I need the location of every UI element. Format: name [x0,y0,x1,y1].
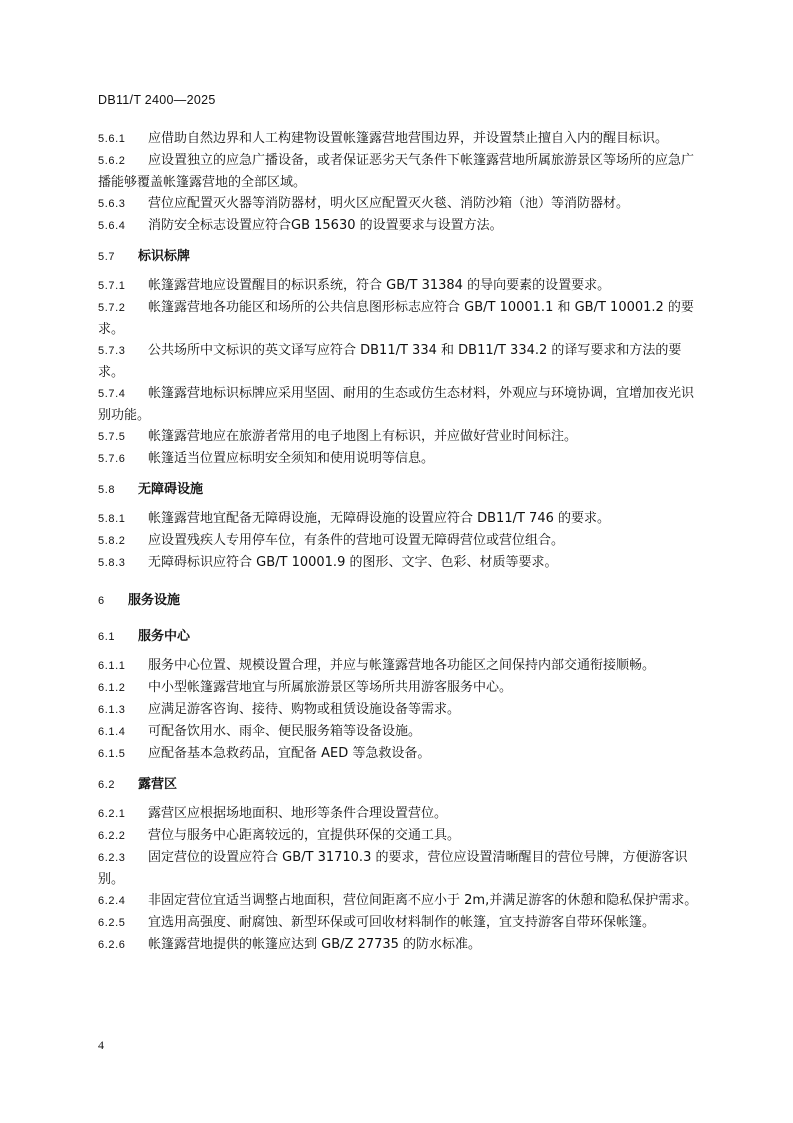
clause-number: 5.7.1 [98,280,126,292]
heading-title: 标识标牌 [138,249,191,264]
clause-number: 5.7.4 [98,388,126,400]
clause-text: 中小型帐篷露营地宜与所属旅游景区等场所共用游客服务中心。 [148,680,513,695]
clause-6-2-5 [98,912,700,934]
clause-text: 服务中心位置、规模设置合理，并应与帐篷露营地各功能区之间保持内部交通衔接顺畅。 [148,658,656,673]
clause-text: 露营区应根据场地面积、地形等条件合理设置营位。 [148,806,448,821]
clause-text: 无障碍标识应符合 GB/T 10001.9 的图形、文字、色彩、材质等要求。 [148,555,558,570]
section-heading-6 [98,590,700,612]
clause-text: 公共场所中文标识的英文译写应符合 DB11/T 334 和 DB11/T 334.2 的译写要求和方法的要求。 [98,343,682,380]
clause-5-7-4 [98,383,700,426]
clause-number: 5.6.1 [98,133,126,145]
clause-5-8-3 [98,552,700,574]
clause-number: 6.1 [98,631,116,643]
clause-number: 5.7.2 [98,302,126,314]
clause-5-6-4 [98,215,700,237]
document-body [98,128,700,956]
clause-text: 帐篷露营地各功能区和场所的公共信息图形标志应符合 GB/T 10001.1 和 GB/T 10001.2 的要求。 [98,300,694,337]
clause-5-7-3 [98,340,700,383]
clause-number: 5.8.3 [98,557,126,569]
clause-number: 6.1.2 [98,682,126,694]
clause-5-8-2 [98,530,700,552]
clause-number: 5.8.1 [98,513,126,525]
clause-text: 宜选用高强度、耐腐蚀、新型环保或可回收材料制作的帐篷，宜支持游客自带环保帐篷。 [148,915,656,930]
clause-6-1-2 [98,677,700,699]
clause-text: 应借助自然边界和人工构建物设置帐篷露营地营围边界，并设置禁止擅自入内的醒目标识。 [148,131,669,146]
clause-number: 6.1.5 [98,748,126,760]
clause-5-7-2 [98,297,700,340]
clause-number: 6.1.1 [98,660,126,672]
heading-title: 露营区 [138,777,178,792]
clause-number: 5.6.4 [98,220,126,232]
clause-6-2-2 [98,825,700,847]
page-number: 4 [98,1038,104,1052]
clause-number: 6.1.3 [98,704,126,716]
clause-number: 5.6.2 [98,155,126,167]
clause-number: 5.6.3 [98,198,126,210]
section-heading-5-8 [98,479,700,501]
clause-6-2-1 [98,803,700,825]
clause-5-6-2 [98,150,700,193]
clause-5-7-6 [98,448,700,470]
clause-text: 帐篷露营地标识标牌应采用坚固、耐用的生态或仿生态材料，外观应与环境协调，宜增加夜光识别功能。 [98,386,695,423]
clause-number: 5.7 [98,251,116,263]
clause-number: 6.2.2 [98,830,126,842]
clause-6-1-3 [98,699,700,721]
clause-number: 6.2.3 [98,852,126,864]
clause-number: 6.2.6 [98,939,126,951]
clause-number: 6.2.1 [98,808,126,820]
section-heading-6-1 [98,626,700,648]
clause-text: 消防安全标志设置应符合GB 15630 的设置要求与设置方法。 [148,218,503,233]
clause-6-2-4 [98,890,700,912]
clause-5-6-3 [98,193,700,215]
heading-title: 服务中心 [138,629,191,644]
clause-text: 帐篷露营地应设置醒目的标识系统，符合 GB/T 31384 的导向要素的设置要求。 [148,278,611,293]
clause-number: 5.7.5 [98,431,126,443]
clause-text: 帐篷适当位置应标明安全须知和使用说明等信息。 [148,451,435,466]
clause-6-2-3 [98,847,700,890]
clause-number: 6.2.4 [98,895,126,907]
clause-text: 帐篷露营地宜配备无障碍设施，无障碍设施的设置应符合 DB11/T 746 的要求。 [148,511,611,526]
clause-number: 5.8.2 [98,535,126,547]
clause-number: 6.1.4 [98,726,126,738]
clause-text: 固定营位的设置应符合 GB/T 31710.3 的要求，营位应设置清晰醒目的营位号牌，方便游客识别。 [98,850,688,887]
document-code-header: DB11/T 2400—2025 [98,93,216,107]
clause-6-1-1 [98,655,700,677]
clause-6-1-4 [98,721,700,743]
heading-title: 无障碍设施 [138,482,204,497]
clause-5-7-1 [98,275,700,297]
clause-text: 应满足游客咨询、接待、购物或租赁设施设备等需求。 [148,702,461,717]
clause-number: 6.2.5 [98,917,126,929]
clause-text: 非固定营位宜适当调整占地面积，营位间距离不应小于 2m,并满足游客的休憩和隐私保护需求。 [148,893,698,908]
clause-number: 5.7.3 [98,345,126,357]
clause-text: 营位应配置灭火器等消防器材，明火区应配置灭火毯、消防沙箱（池）等消防器材。 [148,196,630,211]
clause-text: 可配备饮用水、雨伞、便民服务箱等设备设施。 [148,724,422,739]
clause-number: 6.2 [98,779,116,791]
clause-text: 营位与服务中心距离较远的，宜提供环保的交通工具。 [148,828,461,843]
clause-text: 帐篷露营地应在旅游者常用的电子地图上有标识，并应做好营业时间标注。 [148,429,578,444]
clause-number: 5.7.6 [98,453,126,465]
clause-text: 应设置残疾人专用停车位，有条件的营地可设置无障碍营位或营位组合。 [148,533,565,548]
clause-number: 5.8 [98,484,116,496]
clause-5-6-1 [98,128,700,150]
clause-number: 6 [98,595,105,607]
clause-text: 帐篷露营地提供的帐篷应达到 GB/Z 27735 的防水标准。 [148,937,482,952]
clause-6-2-6 [98,934,700,956]
clause-6-1-5 [98,743,700,765]
clause-text: 应设置独立的应急广播设备，或者保证恶劣天气条件下帐篷露营地所属旅游景区等场所的应急广播能够覆盖帐篷露营地的全部区域。 [98,153,695,190]
section-heading-5-7 [98,246,700,268]
clause-text: 应配备基本急救药品，宜配备 AED 等急救设备。 [148,746,431,761]
section-heading-6-2 [98,774,700,796]
heading-title: 服务设施 [128,593,181,608]
clause-5-8-1 [98,508,700,530]
clause-5-7-5 [98,426,700,448]
